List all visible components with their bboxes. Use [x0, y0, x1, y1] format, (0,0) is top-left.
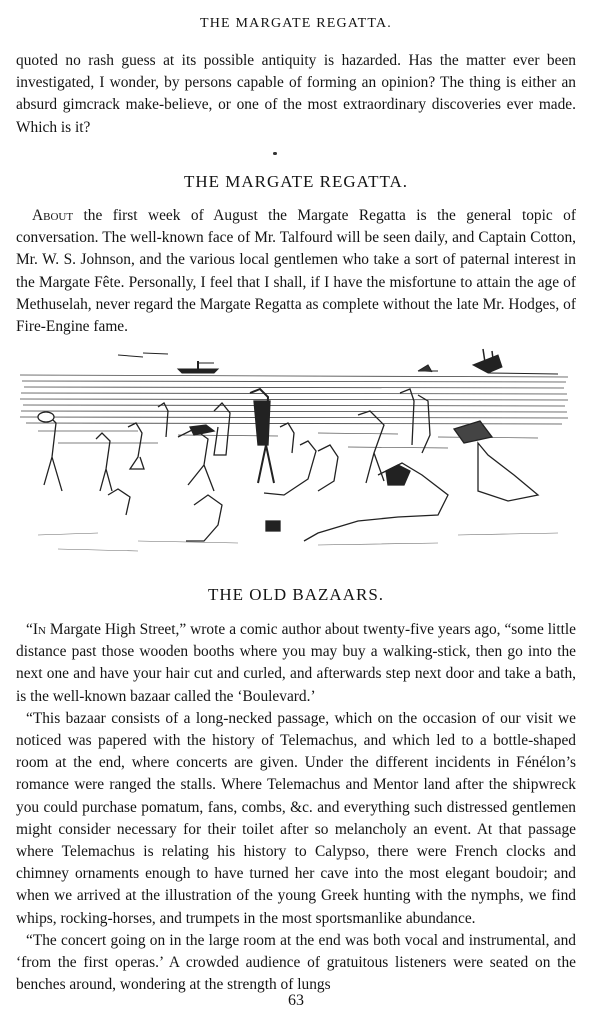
regatta-paragraph-block	[16, 205, 576, 338]
beach-illustration	[18, 345, 570, 557]
top-paragraph-block	[16, 50, 576, 139]
bazaars-paragraph-2: “This bazaar consists of a long-necked passage, which on the occasion of our visit we noticed was papered with the history of Telemachus, and which led to a bottle-shaped room at the end, where concerts are given. Under the different incidents in Fénélon’s romance were ranged the stalls. Where Telemachus and Mentor land after the shipwreck you could purchase pomatum, fans, combs, &c. and everything such distressed gentlemen might consider necessary for their toilet after so melancholy an event. At that passage where Telemachus is relating his history to Calypso, there were French clocks and chimney ornaments enough to have turned her cave into the most elegant boudoir; and when we arrived at the illustration of the young Greek hunting with the nymphs, we find whips, rocking-horses, and trumpets in the most sportsmanlike abundance.	[16, 709, 576, 927]
bazaars-body-1: Margate High Street,” wrote a comic author about twenty-five years ago, “some little distance past those wooden booths where you may buy a walking-stick, then go into the next one and have your hair cut and curled, and afterwards step next door and take a bath, is the well-known bazaar called the ‘Boulevard.’	[16, 621, 576, 705]
regatta-paragraph	[16, 205, 576, 338]
regatta-body: the first week of August the Margate Regatta is the general topic of conversation. The well-known face of Mr. Talfourd will be seen daily, and Captain Cotton, Mr. W. S. Johnson, and the various local gentlemen who take a sort of paternal interest in the Margate Fête. Personally, I feel that I shall, if I have the misfortune to attain the age of Methuselah, never regard the Margate Regatta as complete without the late Mr. Hodges, of Fire-Engine fame.	[16, 207, 576, 336]
bazaars-paragraph-3: “The concert going on in the large room at the end was both vocal and instrumental, and ‘from the first operas.’ A crowded audience of gratuitous listeners were seated on the benches around, wondering at the strength of lungs	[16, 931, 576, 994]
bazaars-first-word: In	[32, 621, 46, 638]
open-quote: “	[26, 621, 33, 638]
regatta-first-word: About	[32, 207, 74, 224]
running-head: THE MARGATE REGATTA.	[199, 16, 393, 31]
page-number: 63	[288, 992, 304, 1009]
bazaars-paragraph-1	[16, 619, 576, 708]
bazaars-text-block	[16, 619, 576, 996]
section-heading-regatta: THE MARGATE REGATTA.	[183, 172, 409, 191]
top-paragraph: quoted no rash guess at its possible antiquity is hazarded. Has the matter ever been investigated, I wonder, by persons capable of forming an opinion? The thing is either an absurd gimcrack make-believe, or one of the most extraordinary discoveries ever made. Which is it?	[16, 52, 576, 136]
ornament-dot	[273, 152, 277, 155]
section-heading-bazaars: THE OLD BAZAARS.	[207, 585, 385, 604]
